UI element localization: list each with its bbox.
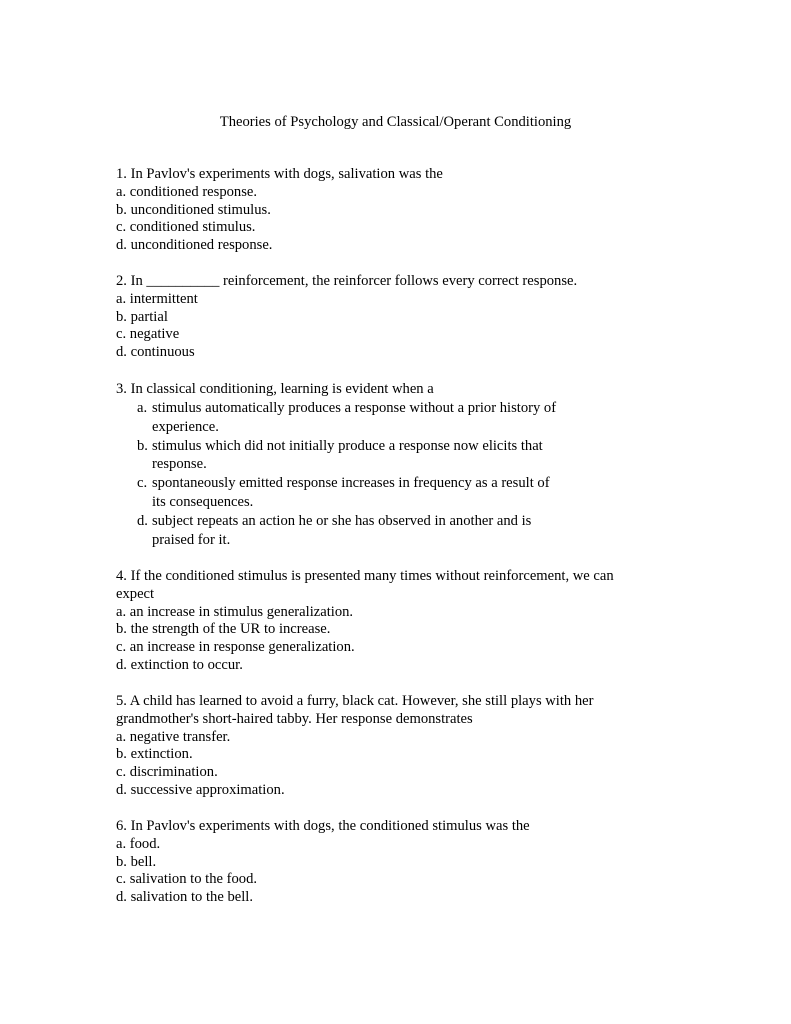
answer-option (116, 399, 676, 437)
question-stem: 4. If the conditioned stimulus is presented many times without reinforcement, we can (116, 568, 614, 584)
question-stem: 1. In Pavlov's experiments with dogs, salivation was the (116, 166, 443, 182)
answer-option: b. partial (116, 308, 168, 325)
answer-option (116, 437, 676, 475)
question-stem: 3. In classical conditioning, learning is evident when a (116, 381, 434, 397)
question-stem-continued: expect (116, 585, 155, 602)
answer-option: c. negative (116, 326, 180, 343)
option-letter: b. (137, 437, 148, 454)
answer-option: c. salivation to the food. (116, 871, 258, 888)
option-text-line: response. (152, 456, 207, 473)
answer-option: d. extinction to occur. (116, 656, 243, 673)
answer-option: d. successive approximation. (116, 781, 285, 798)
answer-option: d. salivation to the bell. (116, 889, 253, 906)
question-3 (116, 380, 676, 549)
answer-option: a. conditioned response. (116, 183, 258, 200)
answer-option (116, 474, 676, 512)
question-stem: 2. In __________ reinforcement, the reinforcer follows every correct response. (116, 273, 578, 289)
answer-option: b. the strength of the UR to increase. (116, 621, 331, 638)
answer-option: a. negative transfer. (116, 728, 231, 745)
answer-option: b. unconditioned stimulus. (116, 201, 271, 218)
question-1 (116, 166, 676, 255)
option-text-line: stimulus which did not initially produce a response now elicits that (152, 437, 543, 454)
answer-option: b. bell. (116, 853, 157, 870)
question-stem: 5. A child has learned to avoid a furry, black cat. However, she still plays with her (116, 693, 594, 709)
question-stem: 6. In Pavlov's experiments with dogs, the conditioned stimulus was the (116, 818, 530, 834)
document-title: Theories of Psychology and Classical/Operant Conditioning (219, 114, 572, 130)
option-letter: a. (137, 400, 148, 416)
option-text-line: its consequences. (152, 493, 254, 510)
answer-option: c. discrimination. (116, 764, 218, 781)
question-5 (116, 693, 676, 800)
option-text-line: experience. (152, 418, 219, 435)
answer-option: a. an increase in stimulus generalization. (116, 603, 354, 620)
option-text-line: spontaneously emitted response increases in frequency as a result of (152, 475, 550, 492)
answer-option: c. an increase in response generalization. (116, 639, 355, 656)
option-text-line: stimulus automatically produces a response without a prior history of (152, 400, 557, 416)
option-text-line: praised for it. (152, 531, 231, 548)
question-2 (116, 273, 676, 362)
answer-option: c. conditioned stimulus. (116, 219, 256, 236)
question-stem-continued: grandmother's short-haired tabby. Her response demonstrates (116, 710, 473, 727)
option-letter: d. (137, 512, 148, 529)
option-letter: c. (137, 475, 148, 492)
answer-option: b. extinction. (116, 746, 193, 763)
answer-option (116, 512, 676, 550)
answer-option: a. intermittent (116, 290, 198, 307)
option-text-line: subject repeats an action he or she has observed in another and is (152, 512, 532, 529)
question-6 (116, 818, 676, 907)
question-4 (116, 568, 676, 675)
answer-option: a. food. (116, 835, 161, 852)
answer-option: d. continuous (116, 344, 195, 361)
answer-option: d. unconditioned response. (116, 237, 273, 254)
